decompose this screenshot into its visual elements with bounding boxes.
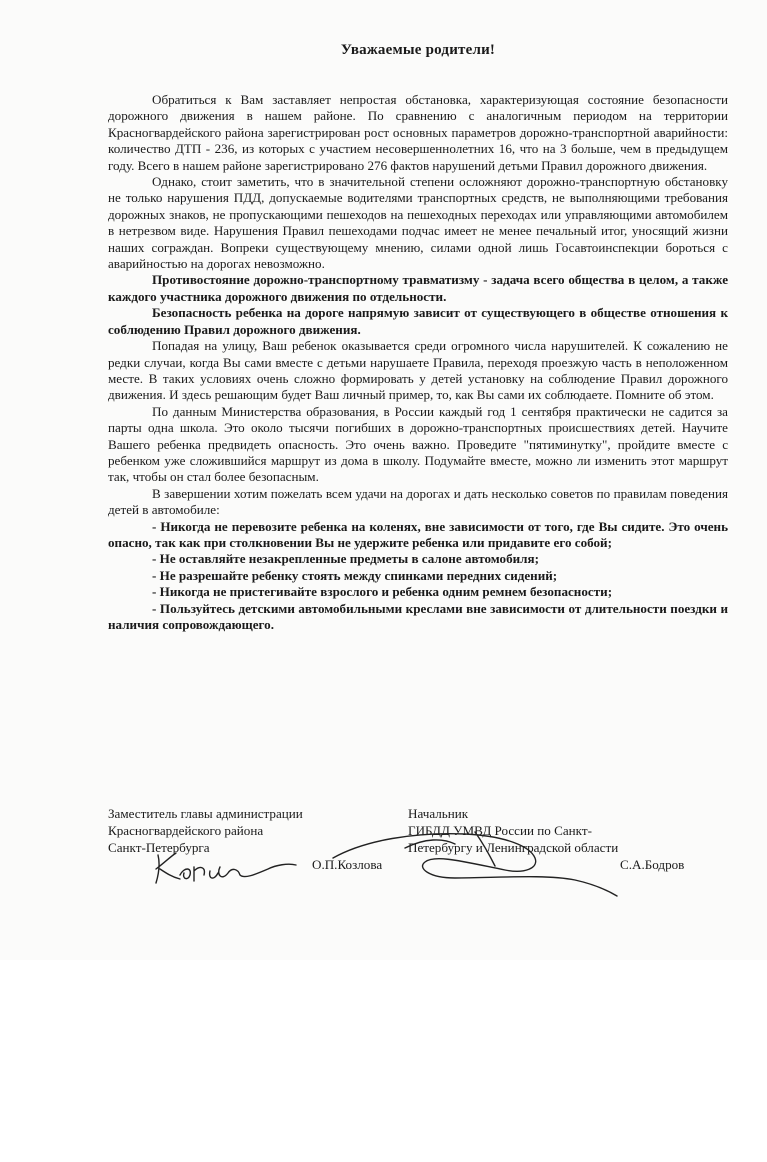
- signature-left: [108, 805, 368, 856]
- signer-name-right: С.А.Бодров: [620, 857, 685, 872]
- letter-body: [108, 92, 728, 633]
- signer-name-left: О.П.Козлова: [312, 857, 383, 872]
- rule-item: - Пользуйтесь детскими автомобильными креслами вне зависимости от длительности поездки и наличия сопровождающего.: [108, 600, 728, 632]
- paragraph-child-safety: Безопасность ребенка на дороге напрямую зависит от существующего в обществе отношения к соблюдению Правил дорожного движения.: [108, 305, 728, 337]
- paragraph-violations: Однако, стоит заметить, что в значительной степени осложняют дорожно-транспортную обстановку не только нарушения ПДД, допускаемые водителями транспортных средств, не выполняющими требования дорожных знаков, не пропускающими пешеходов на пешеходных переходах или управляющими автомобилем в нетрезвом виде. Нарушения Правил пешеходами подчас имеет не менее печальный итог, уносящий жизни наших сограждан. Вопреки существующему мнению, силами одной лишь Госавтоинспекции бороться с аварийностью на дорогах невозможно.: [108, 174, 728, 272]
- signer-position: Петербургу и Ленинградской области: [408, 840, 619, 855]
- paragraph-conclusion: В завершении хотим пожелать всем удачи на дорогах и дать несколько советов по правилам поведения детей в автомобиле:: [108, 485, 728, 518]
- signature-right: [408, 805, 728, 856]
- signature-block: [108, 805, 728, 895]
- paragraph-society-task: Противостояние дорожно-транспортному травматизму - задача всего общества в целом, а также каждого участника дорожного движения по отдельности.: [108, 272, 728, 304]
- paragraph-intro: Обратиться к Вам заставляет непростая обстановка, характеризующая состояние безопасности дорожного движения в нашем районе. По сравнению с аналогичным периодом на территории Красногвардейского района зарегистрирован рост основных параметров дорожно-транспортной аварийности: количество ДТП - 236, из которых с участием несовершеннолетних 16, что на 3 больше, чем в предыдущем году. Всего в нашем районе зарегистрировано 276 фактов нарушений детьми Правил дорожного движения.: [108, 92, 728, 173]
- letter-title: Уважаемые родители!: [340, 42, 496, 58]
- paragraph-statistics: По данным Министерства образования, в России каждый год 1 сентября практически не садится за парты одна школа. Это около тысячи погибших в дорожно-транспортных происшествиях детей. Научите Вашего ребенка предвидеть опасность. Это очень важно. Проведите "пятиминутку", пройдите вместе с ребенком уже сложившийся маршрут из дома в школу. Подумайте вместе, можно ли изменить этот маршрут так, чтобы он стал более безопасным.: [108, 403, 728, 485]
- signer-position: Санкт-Петербурга: [108, 840, 210, 855]
- signer-position: Красногвардейского района: [108, 823, 264, 838]
- rule-item: - Никогда не пристегивайте взрослого и ребенка одним ремнем безопасности;: [152, 584, 613, 600]
- paragraph-personal-example: Попадая на улицу, Ваш ребенок оказывается среди огромного числа нарушителей. К сожалению не редки случаи, когда Вы сами вместе с детьми нарушаете Правила, переходя проезжую часть в неположенном месте. В таких условиях очень сложно формировать у детей установку на соблюдение Правил дорожного движения. И здесь решающим будет Ваш личный пример, то, как Вы сами их соблюдаете. Помните об этом.: [108, 338, 728, 403]
- rule-item: - Не оставляйте незакрепленные предметы в салоне автомобиля;: [152, 551, 539, 567]
- signer-position: ГИБДД УМВД России по Санкт-: [408, 823, 592, 838]
- rule-item: - Никогда не перевозите ребенка на коленях, вне зависимости от того, где Вы сидите. Это очень опасно, так как при столкновении Вы не удержите ребенка или придавите его собой;: [108, 518, 728, 550]
- rule-item: - Не разрешайте ребенку стоять между спинками передних сидений;: [152, 567, 558, 583]
- signer-position: Заместитель главы администрации: [108, 806, 303, 821]
- signer-position: Начальник: [408, 806, 469, 821]
